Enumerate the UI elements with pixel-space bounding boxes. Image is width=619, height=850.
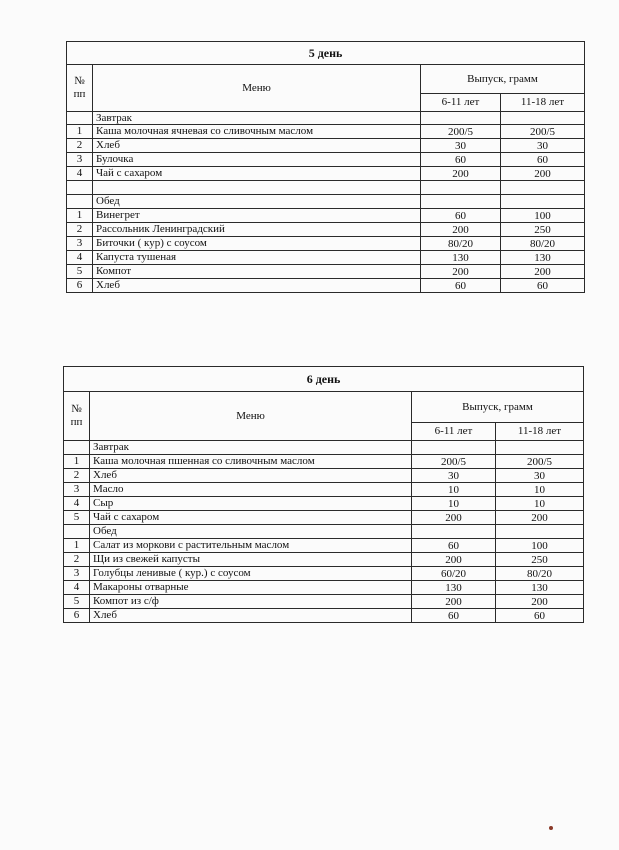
table-row: 3 Булочка 60 60 xyxy=(67,153,585,167)
table-row: 1 Салат из моркови с растительным маслом 60 100 xyxy=(64,539,584,553)
day6-header-menu: Меню xyxy=(90,392,412,441)
table-row: 4 Сыр 10 10 xyxy=(64,497,584,511)
day5-lunch-rows xyxy=(67,209,585,293)
day5-title: 5 день xyxy=(67,42,585,65)
day6-header-age2: 11-18 лет xyxy=(496,423,584,441)
table-row: 3 Биточки ( кур) с соусом 80/20 80/20 xyxy=(67,237,585,251)
day6-header-output: Выпуск, грамм xyxy=(412,392,584,423)
table-row: 1 Каша молочная ячневая со сливочным маслом 200/5 200/5 xyxy=(67,125,585,139)
table-row: 6 Хлеб 60 60 xyxy=(64,609,584,623)
table-row: 2 Хлеб 30 30 xyxy=(64,469,584,483)
table-row: 2 Рассольник Ленинградский 200 250 xyxy=(67,223,585,237)
table-row: 5 Компот 200 200 xyxy=(67,265,585,279)
table-row: 5 Чай с сахаром 200 200 xyxy=(64,511,584,525)
table-row: 3 Масло 10 10 xyxy=(64,483,584,497)
day5-lunch-label: Обед xyxy=(93,195,421,209)
table-row: 4 Макароны отварные 130 130 xyxy=(64,581,584,595)
table-row: 5 Компот из с/ф 200 200 xyxy=(64,595,584,609)
day6-header-number: № пп xyxy=(64,392,90,441)
day5-header-output: Выпуск, грамм xyxy=(421,65,585,94)
day5-breakfast-rows xyxy=(67,125,585,181)
day6-lunch-label: Обед xyxy=(90,525,412,539)
table-row: 6 Хлеб 60 60 xyxy=(67,279,585,293)
day6-title: 6 день xyxy=(64,367,584,392)
table-row: 4 Чай с сахаром 200 200 xyxy=(67,167,585,181)
table-row: 4 Капуста тушеная 130 130 xyxy=(67,251,585,265)
scan-speck xyxy=(549,826,553,830)
table-row: 3 Голубцы ленивые ( кур.) с соусом 60/20 80/20 xyxy=(64,567,584,581)
table-row: 2 Щи из свежей капусты 200 250 xyxy=(64,553,584,567)
day5-breakfast-label: Завтрак xyxy=(93,112,421,125)
table-row: 1 Винегрет 60 100 xyxy=(67,209,585,223)
day5-header-age1: 6-11 лет xyxy=(421,94,501,112)
day5-menu-table xyxy=(66,41,585,293)
day5-header-menu: Меню xyxy=(93,65,421,112)
table-row: 2 Хлеб 30 30 xyxy=(67,139,585,153)
day6-header-age1: 6-11 лет xyxy=(412,423,496,441)
day5-header-number: № пп xyxy=(67,65,93,112)
table-row: 1 Каша молочная пшенная со сливочным маслом 200/5 200/5 xyxy=(64,455,584,469)
day6-menu-table xyxy=(63,366,584,623)
day5-header-age2: 11-18 лет xyxy=(501,94,585,112)
day6-breakfast-rows xyxy=(64,455,584,525)
day6-breakfast-label: Завтрак xyxy=(90,441,412,455)
day6-lunch-rows xyxy=(64,539,584,623)
